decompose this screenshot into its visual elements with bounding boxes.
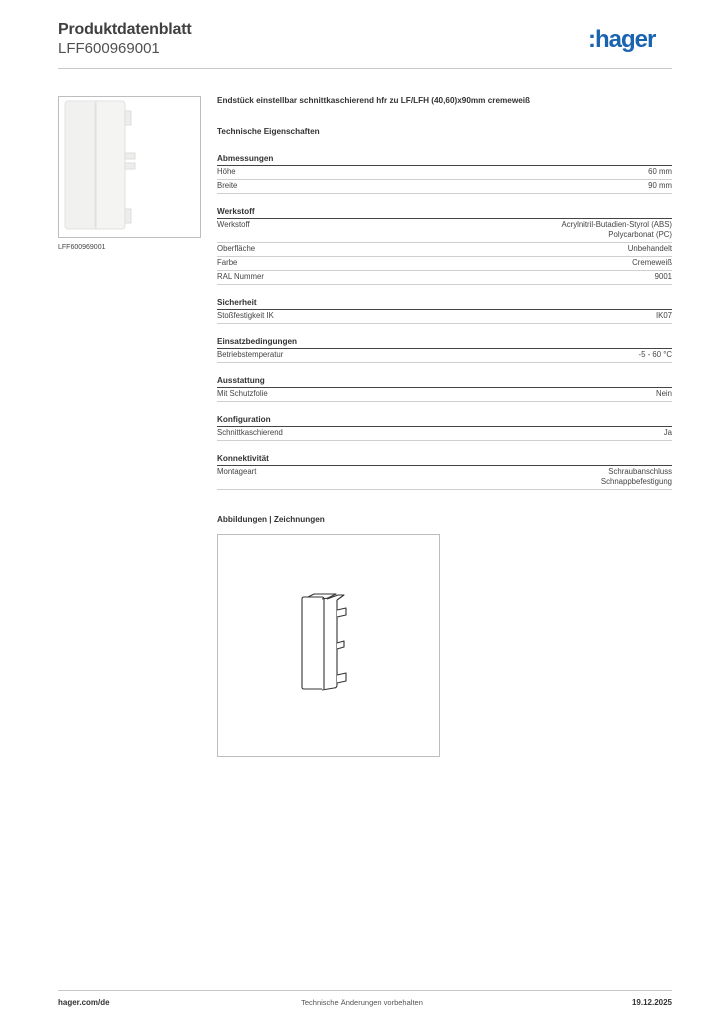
property-value-line: Schraubanschluss — [608, 467, 672, 476]
group-sicherheit — [217, 298, 672, 324]
property-label: Höhe — [217, 167, 236, 176]
property-row — [217, 166, 672, 180]
property-label: Farbe — [217, 258, 238, 267]
property-label: RAL Nummer — [217, 272, 264, 281]
property-label: Breite — [217, 181, 238, 190]
group-title: Ausstattung — [217, 376, 672, 388]
product-photo-caption: LFF600969001 — [58, 244, 106, 251]
property-label: Betriebstemperatur — [217, 350, 284, 359]
property-row — [217, 349, 672, 363]
product-photo-image — [59, 97, 200, 237]
property-value: 60 mm — [648, 167, 672, 176]
group-ausstattung — [217, 376, 672, 402]
property-row — [217, 243, 672, 257]
property-row — [217, 219, 672, 243]
property-row — [217, 427, 672, 441]
group-title: Einsatzbedingungen — [217, 337, 672, 349]
group-title: Werkstoff — [217, 207, 672, 219]
property-groups — [217, 154, 672, 490]
hager-logo — [588, 26, 672, 54]
property-value — [562, 220, 673, 240]
group-abmessungen — [217, 154, 672, 194]
group-title: Konnektivität — [217, 454, 672, 466]
property-label: Werkstoff — [217, 220, 250, 229]
property-row — [217, 466, 672, 490]
footer-divider — [58, 990, 672, 991]
article-number: LFF600969001 — [58, 40, 160, 57]
group-title: Sicherheit — [217, 298, 672, 310]
property-value-line: Polycarbonat (PC) — [608, 230, 672, 239]
product-drawing — [217, 534, 440, 757]
properties-heading: Technische Eigenschaften — [217, 127, 320, 136]
page-title: Produktdatenblatt — [58, 21, 192, 38]
product-description: Endstück einstellbar schnittkaschierend hfr zu LF/LFH (40,60)x90mm cremeweiß — [217, 96, 531, 105]
group-title: Abmessungen — [217, 154, 672, 166]
property-label: Oberfläche — [217, 244, 256, 253]
drawings-heading: Abbildungen | Zeichnungen — [217, 515, 325, 524]
footer-date: 19.12.2025 — [631, 998, 672, 1007]
property-value — [601, 467, 672, 487]
footer-website: hager.com/de — [58, 998, 110, 1007]
property-value-line: Acrylnitril-Butadien-Styrol (ABS) — [561, 220, 672, 229]
property-value: 9001 — [654, 272, 672, 281]
group-konnektivitaet — [217, 454, 672, 490]
property-row — [217, 310, 672, 324]
property-value-line: Schnappbefestigung — [600, 477, 672, 486]
property-label: Stoßfestigkeit IK — [217, 311, 274, 320]
group-title: Konfiguration — [217, 415, 672, 427]
property-label: Montageart — [217, 467, 257, 476]
group-werkstoff — [217, 207, 672, 285]
footer-notice: Technische Änderungen vorbehalten — [301, 998, 423, 1007]
property-value: -5 - 60 °C — [638, 350, 672, 359]
property-row — [217, 257, 672, 271]
logo-text: :hager — [588, 26, 656, 53]
property-value: Ja — [663, 428, 672, 437]
product-photo — [58, 96, 201, 238]
product-details — [217, 96, 672, 490]
property-row — [217, 180, 672, 194]
property-value: 90 mm — [648, 181, 672, 190]
property-value: Cremeweiß — [632, 258, 672, 267]
property-label: Schnittkaschierend — [217, 428, 283, 437]
property-label: Mit Schutzfolie — [217, 389, 268, 398]
property-value: Nein — [655, 389, 672, 398]
property-row — [217, 388, 672, 402]
property-row — [217, 271, 672, 285]
property-value: Unbehandelt — [627, 244, 672, 253]
header-divider — [58, 68, 672, 69]
group-einsatzbedingungen — [217, 337, 672, 363]
product-drawing-image — [218, 535, 439, 756]
group-konfiguration — [217, 415, 672, 441]
property-value: IK07 — [655, 311, 672, 320]
